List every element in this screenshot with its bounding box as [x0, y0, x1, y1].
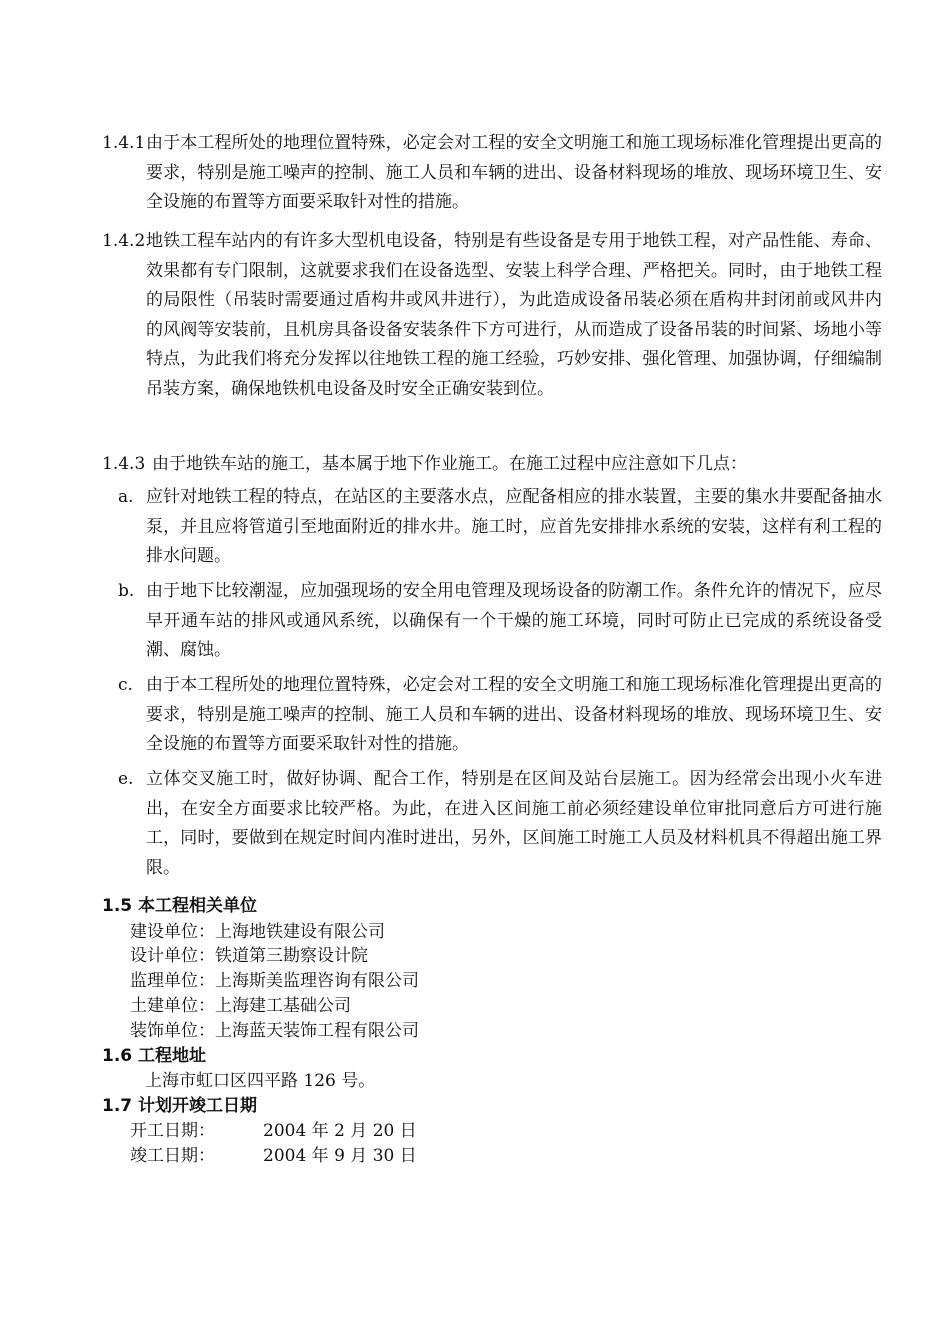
section-heading-1-5: 1.5 本工程相关单位: [102, 896, 258, 916]
section-text: 由于本工程所处的地理位置特殊，必定会对工程的安全文明施工和施工现场标准化管理提出更高的要求，特别是施工噪声的控制、施工人员和车辆的进出、设备材料现场的堆放、现场环境卫生、安全设施的布置等方面要采取针对性的措施。: [146, 133, 882, 212]
project-address: 上海市虹口区四平路 126 号。: [145, 1071, 376, 1091]
list-item-text: 由于本工程所处的地理位置特殊，必定会对工程的安全文明施工和施工现场标准化管理提出更高的要求，特别是施工噪声的控制、施工人员和车辆的进出、设备材料现场的堆放、现场环境卫生、安全设施的布置等方面要采取针对性的措施。: [146, 675, 882, 754]
list-item-label: a.: [118, 487, 134, 507]
section-heading-1-7: 1.7 计划开竣工日期: [102, 1096, 258, 1116]
list-item-text: 立体交叉施工时，做好协调、配合工作，特别是在区间及站台层施工。因为经常会出现小火车进出，在安全方面要求比较严格。为此，在进入区间施工前必须经建设单位审批同意后方可进行施工，同时，要做到在规定时间内准时进出，另外，区间施工时施工人员及材料机具不得超出施工界限。: [146, 769, 882, 878]
start-date-value: 2004 年 2 月 20 日: [263, 1121, 417, 1141]
section-text: 地铁工程车站内的有许多大型机电设备，特别是有些设备是专用于地铁工程，对产品性能、寿命、效果都有专门限制，这就要求我们在设备选型、安装上科学合理、严格把关。同时，由于地铁工程的局限性（吊装时需要通过盾构井或风井进行），为此造成设备吊装必须在盾构井封闭前或风井内的风阀等安装前，且机房具备设备安装条件下方可进行，从而造成了设备吊装的时间紧、场地小等特点，为此我们将充分发挥以往地铁工程的施工经验，巧妙安排、强化管理、加强协调，仔细编制吊装方案，确保地铁机电设备及时安全正确安装到位。: [146, 231, 882, 399]
section-1-4-2: [102, 227, 892, 447]
end-date-label: 竣工日期：: [130, 1146, 215, 1166]
unit-line: 设计单位：铁道第三勘察设计院: [130, 946, 368, 966]
end-date-value: 2004 年 9 月 30 日: [263, 1146, 417, 1166]
unit-line: 监理单位：上海斯美监理咨询有限公司: [130, 971, 419, 991]
list-item-e: [118, 765, 882, 885]
section-1-4-1: [102, 129, 892, 219]
unit-line: 土建单位：上海建工基础公司: [130, 996, 351, 1016]
section-number: 1.4.1: [102, 133, 146, 153]
list-item-label: b.: [118, 581, 135, 601]
section-number: 1.4.3: [102, 454, 146, 474]
list-item-label: e.: [118, 769, 134, 789]
list-item-label: c.: [118, 675, 133, 695]
section-number: 1.4.2: [102, 231, 146, 251]
list-item-text: 由于地下比较潮湿，应加强现场的安全用电管理及现场设备的防潮工作。条件允许的情况下，应尽早开通车站的排风或通风系统，以确保有一个干燥的施工环境，同时可防止已完成的系统设备受潮、腐蚀。: [146, 581, 882, 660]
list-item-c: [118, 671, 882, 761]
unit-line: 建设单位：上海地铁建设有限公司: [130, 922, 385, 942]
section-1-4-3: [102, 450, 892, 480]
list-item-text: 应针对地铁工程的特点，在站区的主要落水点，应配备相应的排水装置，主要的集水井要配备抽水泵，并且应将管道引至地面附近的排水井。施工时，应首先安排排水系统的安装，这样有利工程的排水问题。: [146, 487, 882, 566]
list-item-a: [118, 483, 882, 573]
section-text: 由于地铁车站的施工，基本属于地下作业施工。在施工过程中应注意如下几点：: [152, 454, 747, 474]
section-heading-1-6: 1.6 工程地址: [102, 1046, 207, 1066]
list-item-b: [118, 577, 882, 667]
start-date-label: 开工日期：: [130, 1121, 215, 1141]
unit-line: 装饰单位：上海蓝天装饰工程有限公司: [130, 1021, 419, 1041]
